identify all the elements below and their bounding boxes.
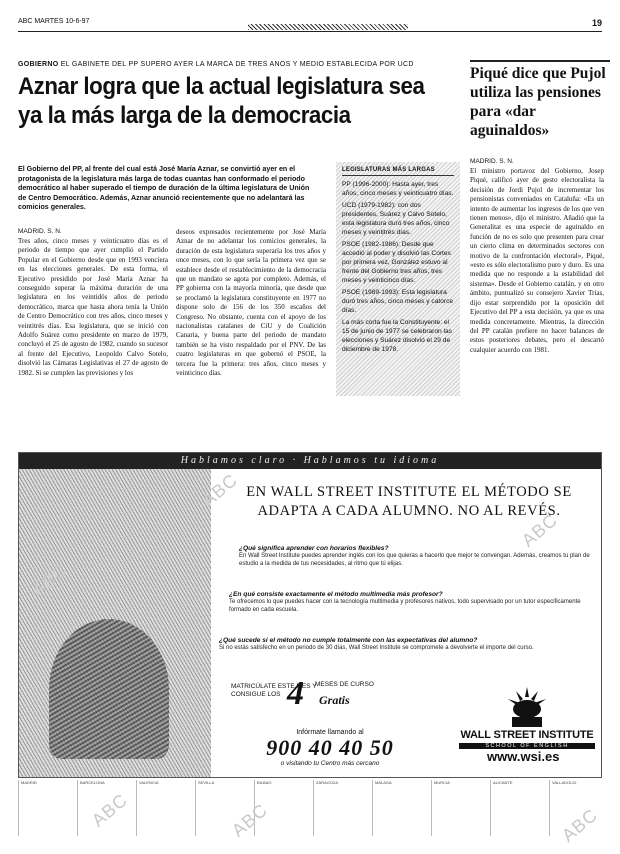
faq-2 [229, 591, 599, 614]
phone-block [245, 729, 415, 767]
watermark: ABC [557, 804, 602, 846]
watermark: ABC [227, 799, 272, 841]
sidebar-text: El ministro portavoz del Gobierno, Josep Piqué, calificó ayer de gesto electoralista la decisión de Jordi Pujol de incrementar los pensionistas conveniados en Cataluña: «Es un intento de aumentar los ingresos de los que ven tienen menos», dijo el ministro. Añadió que la Generalitat es una especie de aguinaldo en función de no es solo que presenten para crear un cierto clima en determinados sectores con motivo de la confrontación electoral», Piqué, «esto es sólo electoralismo puro y duro. Es una medida que no responde a la estabilidad del sistema». Desde el Gobierno catalán, y en otro ámbito, puntualizó su consejero Xavier Trias, dijo estar sorprendido por la oposición del Ejecutivo del PP a esta decisión, ya que es una medida concretamente. Mientras, la dirección del PP catalán prefiere no hacer balances de estos posteriores debates, pero el descartó cualquier acuerdo con 1981. [470, 167, 604, 354]
page-header [18, 18, 602, 32]
ad-photo-figure [49, 619, 169, 759]
directory-city: ALICANTE [490, 780, 543, 836]
directory-city: VALLADOLID [549, 780, 602, 836]
directory-city: BARCELONA [77, 780, 130, 836]
byline: MADRID. S. N. [18, 228, 62, 235]
ad-tagline: EN WALL STREET INSTITUTE EL MÉTODO SE ADAPTA A CADA ALUMNO. NO AL REVÉS. [246, 484, 572, 519]
directory-city: MÁLAGA [372, 780, 425, 836]
directory-city: ZARAGOZA [313, 780, 366, 836]
directory-city: MURCIA [431, 780, 484, 836]
watermark: ABC [27, 559, 72, 601]
legislatures-sidebox [336, 162, 460, 396]
phone-number: 900 40 40 50 [266, 735, 394, 760]
directory-city: BILBAO [254, 780, 307, 836]
column-2-text: deseos expresados recientemente por José María Aznar de no adelantar los comicios generales, la duración de esta legislatura superaría los tres años y once meses, con lo que sería la primera vez que se establece desde el restablecimiento de la democracia que un mandato se agota por completo. Además, el PP gobierna con la mayoría minoría, que desde que se proclamó la legislatura constituyente en 1977 no dispone solo de 156 de los 350 escaños del Congreso. No obstante, cuenta con el apoyo de los nacionalistas catalanes de CiU y de Coalición Canaria, y buena parte del periodo de mandato también se ha visto respaldado por el PNV. De las cuatro legislaturas en que gobernó el PSOE, la tercera fue la primera: tres años, cinco meses y veinticinco días. [176, 228, 326, 378]
faq-3 [219, 637, 599, 652]
watermark: ABC [87, 789, 132, 831]
sidebox-item: PSOE (1982-1986): Desde que accedió al poder y disolvió las Cortes por primera vez, González estuvo al frente del Gobierno tres años, tres meses y veinticinco días. [342, 241, 451, 284]
sidebox-item: PSOE (1989-1993): Esta legislatura duró tres años, cinco meses y catorce días. [342, 289, 454, 314]
sidebox-item: La más corta fue la Constituyente: el 15 de junio de 1977 se celebraron las elecciones y Suárez disolvió el 29 de diciembre de 1978. [342, 319, 452, 353]
sidebox-item: UCD (1979-1982): con dos presidentes, Suárez y Calvo Sotelo, esta legislatura duró tres años, cinco meses y veintitrés días. [342, 202, 450, 236]
lead-paragraph: El Gobierno del PP, al frente del cual está José María Aznar, se convirtió ayer en el protagonista de la legislatura más larga de todas cuantas han conformado el periodo democrático al haber superado el tiempo de duración de la última legislatura de Unión de Centro Democrático. Además, Aznar anunció recientemente que no adelantará las comicios generales. [18, 165, 310, 212]
faq-question: ¿Qué significa aprender con horarios flexibles? [239, 545, 389, 552]
wsi-advertisement [18, 452, 602, 778]
wsi-logo-block [459, 683, 595, 749]
column-1-text: Tres años, cinco meses y veinticuatro días es el periodo de tiempo que ayer cumplió el Partido Popular en el Gobierno desde que en 1993 venciera en las elecciones generales. De esta forma, el Ejecutivo presidido por José María Aznar ha conseguido superar la máxima duración de una legislatura en los veintidós años de periodo democrático, marca que hasta ahora tenía la Unión de Centro Democrático con tres años, cinco meses y veintitrés días. Esa legislatura, que se inició con Adolfo Suárez como presidente en marzo de 1979, concluyó el 25 de agosto de 1982, cuando su sucesor al frente del Ejecutivo, Leopoldo Calvo Sotelo, disolvió las Cámaras Legislativas el 27 de agosto de 1982. Si se cumplen las previsiones y los [18, 237, 168, 377]
faq-question: ¿Qué sucede si el método no cumple totalmente con las expectativas del alumno? [219, 637, 478, 644]
headline: Aznar logra que la actual legislatura sea ya la más larga de la democracia [18, 73, 425, 129]
faq-answer: Te ofrecemos lo que puedes hacer con la tecnología multimedia y profesores nativos, todo supervisado por un tutor especificamente formado en cada escuela. [229, 599, 581, 613]
article-column-2 [176, 228, 326, 379]
phone-intro: Infórmate llamando al [296, 729, 364, 736]
directory-city: VALENCIA [136, 780, 189, 836]
page-number: 19 [591, 18, 602, 28]
sidebar-headline: Piqué dice que Pujol utiliza las pensiones para «dar aguinaldos» [470, 60, 610, 140]
article-column-1 [18, 228, 168, 378]
offer-months: MESES DE CURSO [315, 681, 374, 688]
sidebar-byline: MADRID. S. N. [470, 158, 514, 165]
header-date: ABC MARTES 10-6-97 [18, 18, 90, 25]
faq-1 [239, 545, 599, 568]
faq-answer: Si no estás satisfecho en un periodo de 30 días, Wall Street Institute se compromete a devolverte el importe del curso. [219, 645, 534, 651]
faq-question: ¿En qué consiste exactamente el método multimedia más profesor? [229, 591, 443, 598]
directory-city: SEVILLA [195, 780, 248, 836]
ad-photo [19, 469, 211, 777]
ad-banner: Hablamos claro · Hablamos tu idioma [19, 453, 601, 469]
watermark: ABC [197, 469, 242, 511]
brand-subtitle: SCHOOL OF ENGLISH [459, 743, 595, 749]
sidebox-item: PP (1996-2000): Hasta ayer, tres años, cinco meses y veinticuatro días. [342, 181, 454, 197]
header-hatch [248, 24, 408, 30]
offer-gratis: Gratis [319, 693, 350, 707]
statue-of-liberty-icon [482, 683, 572, 729]
article-kicker: GOBIERNO EL GABINETE DEL PP SUPERÓ AYER LA MARCA DE TRES AÑOS Y MEDIO ESTABLECIDA POR UCD [18, 61, 414, 68]
phone-visit: o visitando tu Centro más cercano [280, 760, 380, 767]
sidebox-title: LEGISLATURAS MÁS LARGAS [342, 166, 454, 176]
sidebar-column [470, 158, 604, 355]
faq-answer: En Wall Street Institute puedes aprender inglés con los que quieras a hacerlo que mejor te convengan. Además, creamos tu plan de estudio a la medida de tus necesidades, al ritmo que tú elijas. [239, 553, 590, 567]
directory-city: MADRID [18, 780, 71, 836]
website-link[interactable]: www.wsi.es [487, 749, 560, 764]
offer-four: 4 [287, 675, 304, 712]
watermark: ABC [517, 509, 562, 551]
offer-text: MATRICÚLATE ESTE MES Y CONSIGUE LOS [231, 683, 317, 698]
brand-name: WALL STREET INSTITUTE [460, 729, 594, 741]
